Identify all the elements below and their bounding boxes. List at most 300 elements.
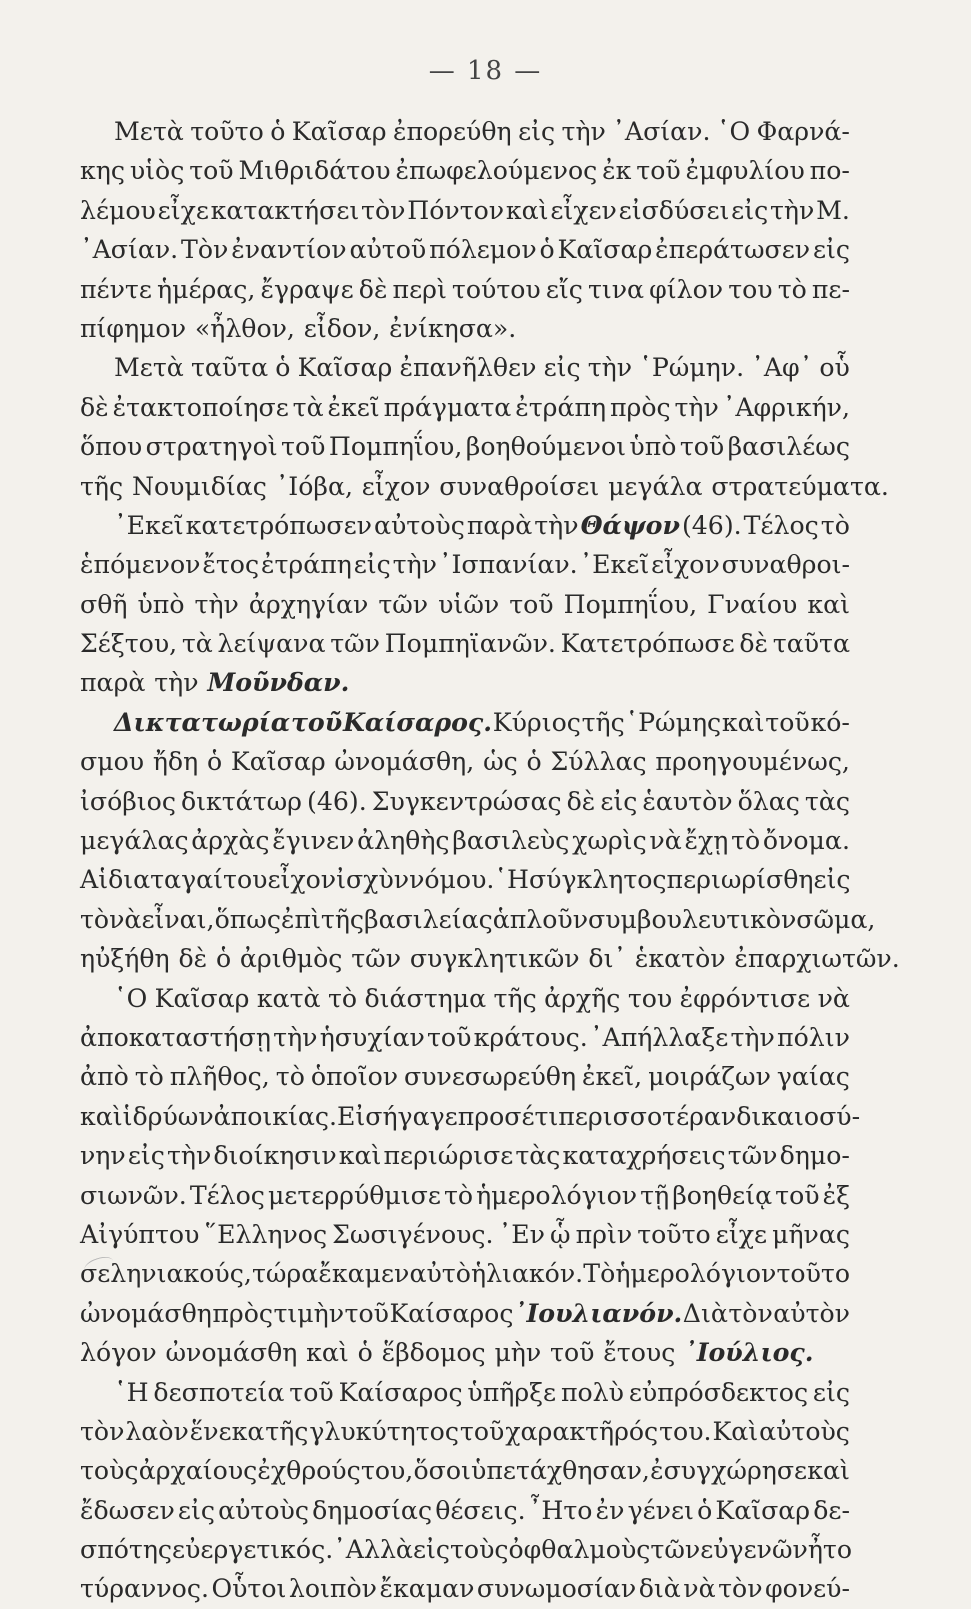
word: τοὺς [80,1456,139,1486]
word: καὶ [306,1338,349,1368]
word: δὲ [739,629,769,659]
word: ἐτακτοποίησε [112,392,289,422]
word: τὸ [777,274,807,304]
word: ἁπλοῦν [492,904,589,934]
word: νην [80,1141,126,1171]
word: Θάψον [580,509,680,540]
word: ᾿Ισπανίαν. [438,550,578,580]
word: ἀληθὴς [357,826,450,856]
word: τοῦ [289,1377,334,1407]
word: Τέλος [189,1180,265,1210]
word: παρὰ [466,510,533,540]
word: τὸν [718,1574,763,1604]
text-line [80,663,850,702]
word: γλυκύτητος [309,1416,459,1446]
word: ῾Ο [716,117,751,146]
word: ᾿Εν [498,1219,545,1249]
word: αὐτοὺς [218,1495,309,1525]
word: τούτου [451,274,541,304]
word: τῆς [265,1416,309,1446]
word: τὴν [561,117,606,146]
word: στρατηγοὶ [145,432,278,462]
text-line [80,1491,850,1530]
word: ἐπεράτωσεν [655,235,811,265]
word: προσέτι [457,1101,559,1131]
word: ὁποῖον [310,1062,399,1092]
text-line [80,1569,850,1608]
word: εἶχε [715,1219,768,1249]
page-number: — 18 — [428,56,543,86]
word: ἑπόμενον [80,550,201,580]
word: εἶχον [267,865,337,895]
word: συμβουλευτικὸν [588,904,797,934]
word: φονεύ- [765,1574,850,1604]
word: εἶναι, [141,904,215,934]
word: θέσεις. [435,1495,526,1525]
word: ἐπωφελούμενος [395,156,598,186]
word: ἐν [595,1495,625,1525]
text-line [80,585,850,624]
word: ᾿Αφ᾿ [751,353,813,383]
word: Κατετρόπωσε [560,629,735,659]
word: πράγματα [383,392,512,422]
word: τὴν [194,589,239,619]
word: δικτάτωρ [180,786,302,816]
word: ὑπετάχθησαν, [471,1456,650,1486]
word: πόλεμον [429,235,537,265]
word: ὁ [270,117,286,146]
word: δὲ [358,274,388,304]
word: πο- [809,156,850,186]
word: εἰς [812,1377,850,1407]
word: υἱὸς [129,156,185,186]
word: ἡσυχίαν [319,1022,425,1052]
word: συνεσωρεύθη [404,1062,577,1092]
word: κατακτήσει [210,195,360,225]
word: τὸν [80,1416,125,1446]
word: Αἱ [80,865,109,895]
word: μῆνας [772,1219,850,1249]
word: τὴν [273,1022,318,1052]
word: σθῆ [80,589,128,619]
word: τὰς [515,1141,561,1171]
word: τῶν [351,944,402,974]
word: εἴς [545,274,583,304]
word: ἐτράπη [260,550,352,580]
word: νόμου. [409,865,495,895]
word: δι᾿ [588,944,627,974]
word: τὴν [769,195,815,225]
word: εἰσδύσει [618,195,730,225]
word: ἔκαμαν [379,1574,475,1604]
word: διοίκησιν [213,1141,337,1171]
word: ὁ [697,1495,713,1525]
word: πέντε [80,274,152,304]
word: ᾿Ασίαν. [612,117,711,146]
word: τῆς [320,904,365,934]
word: ὑπῆρξε [467,1377,557,1407]
word: Τὸν [181,235,229,265]
word: αὐτοῦ [349,235,427,265]
word: τὸ [80,904,110,934]
word: εἰς [812,235,850,265]
word: ὠνομάσθη [165,1338,298,1368]
word: ὅπως [214,904,281,934]
word: ἐπαρχιωτῶν. [734,944,900,974]
word: τὰς [804,786,850,816]
text-line [80,1333,850,1372]
word: τοῦ [281,432,326,462]
word: καὶ [338,1141,382,1171]
word: περιωρίσθη [666,865,814,895]
word: ὀφθαλμοὺς [508,1535,651,1565]
word: καὶ [807,1456,850,1486]
word: τὸ [327,983,358,1013]
text-line [80,979,850,1018]
word: ὑπὸ [629,432,677,462]
word: τώρα [251,1259,319,1289]
word: ἔδωσεν [80,1495,175,1525]
word: διαταγαί [108,865,224,895]
text-line [80,1136,850,1175]
word: εἶχον [651,550,720,580]
word: πίφημον [80,313,187,343]
word: πρὶν [575,1219,633,1249]
word: δὲ [178,944,208,974]
word: Γναίου [707,589,798,619]
word: ῾Η [494,865,529,895]
word: ἔγινεν [272,826,355,856]
word: εὐπρόσδεκτος [628,1377,809,1407]
word: λαὸν [125,1416,189,1446]
word: ᾿Εκεῖ [114,510,184,540]
word: καὶ [505,195,549,225]
word: τύραννος. [80,1574,209,1604]
word: σιωνῶν. [80,1180,187,1210]
word: Καῖσαρ [154,983,250,1013]
word: ὅσοι [413,1456,471,1486]
word: αὐτοὺς [759,1416,850,1446]
word: ἀρχηγίαν [248,589,369,619]
word: μοιράζων [648,1062,771,1092]
word: περὶ [392,274,447,304]
word: αὐτὸ [409,1259,471,1289]
word: ἐσυγχώρησε [650,1456,808,1486]
word: ἀριθμὸς [239,944,343,974]
word: τὰ [292,392,324,422]
word: καταχρήσεις [562,1141,726,1171]
text-line [80,348,850,387]
word: αὐτοὺς [373,510,465,540]
word: ῾Ρώμην. [639,353,745,383]
word: (46). [307,786,367,816]
word: σπότης [80,1535,173,1565]
word: τοῦ [775,1180,820,1210]
word: τοῦ [427,1022,472,1052]
word: Τὸ [583,1259,616,1289]
text-line [80,1373,850,1412]
word: (46). [681,510,742,540]
word: Εἰσήγαγε [337,1101,458,1131]
word: περιώρισε [383,1141,514,1171]
word: ἐτράπη [515,392,607,422]
word: ἀπὸ [80,1062,129,1092]
word: τὴν [730,1022,775,1052]
word: ἑκατὸν [634,944,726,974]
word: Κύριος [492,707,581,737]
text-line [80,821,850,860]
text-line [80,1412,850,1451]
text-line [80,151,850,190]
word: νὰ [109,904,142,934]
text-line [80,742,850,781]
word: ᾿Ιουλιανόν. [513,1297,683,1328]
text-line [80,900,876,939]
word: τὸν [361,195,406,225]
word: συγκλητικῶν [409,944,580,974]
text-line [80,624,850,663]
word: ἐφρόντισε [679,983,811,1013]
word: τῆς [80,471,124,501]
word: Νουμιδίας [131,471,267,501]
word: ἤδη [152,747,199,777]
word: οὗ [819,353,850,383]
word: σμου [80,747,145,777]
word: ᾧ [549,1219,571,1249]
word: τῆς [493,983,537,1013]
word: ἕνεκα [189,1416,265,1446]
word: κης [80,156,125,186]
word: ἀποικίας. [213,1101,337,1131]
word: Καίσαρος. [342,706,493,737]
word: ἡμερολόγιον [615,1259,777,1289]
word: Πομπηΐου, [328,432,463,462]
word: «ἦλθον, [194,313,295,343]
word: Οὗτοι [211,1574,287,1604]
word: ὁ [215,944,232,974]
word: διάστημα [364,983,487,1013]
word: πολὺ [560,1377,624,1407]
word: Αἰγύπτου [80,1219,200,1249]
text-line [80,309,850,348]
text-line [80,545,850,584]
word: τοῦτο [190,117,264,146]
word: πρὸς [609,392,671,422]
word: του, [360,1456,414,1486]
word: ἔτος [202,550,260,580]
word: βασιλέως [727,432,850,462]
word: Μιθριδάτου [238,156,391,186]
word: ἑαυτὸν [642,786,733,816]
word: δὲ [566,786,596,816]
word: εἰς [600,786,638,816]
word: εὐγενῶν [700,1535,808,1565]
word: περισσοτέραν [558,1101,737,1131]
word: βασιλείας [364,904,493,934]
word: τοῦτο [637,1219,711,1249]
text-line [80,388,850,427]
word: ὅπου [80,432,143,462]
word: λείψανα [217,629,326,659]
word: γένει [627,1495,694,1525]
word: ὁ [357,1338,373,1368]
word: ᾿Ιόβα, [275,471,353,501]
word: τὸ [443,1180,474,1210]
word: δημο- [779,1141,850,1171]
word: τὰ [181,629,213,659]
word: κατὰ [256,983,321,1013]
word: Μετὰ [114,117,184,146]
word: συναθροι- [721,550,850,580]
text-line [80,1530,853,1569]
word: Καῖσαρ [557,235,653,265]
word: ηὐξήθη [80,944,170,974]
word: σῶμα, [796,904,876,934]
word: Καῖσαρ [291,117,387,146]
word: τὸ [731,826,761,856]
word: Μ. [816,195,850,225]
word: τῇ [640,1180,670,1210]
word: λόγον [80,1338,157,1368]
text-line [80,1451,850,1490]
word: καὶ [807,589,850,619]
word: βοηθούμενοι [465,432,626,462]
text-line [80,1254,850,1293]
word: ὠνομάσθη, [334,747,475,777]
word: καὶ [80,1101,123,1131]
word: Πομπηϊανῶν. [384,629,556,659]
text-line [80,427,850,466]
text-line [80,1215,850,1254]
word: τὸ [275,1062,305,1092]
word: τοῦ [765,707,810,737]
word: Διὰ [682,1298,728,1328]
word: πε- [811,274,850,304]
body-text [80,112,900,1609]
word: τοῦ [509,589,554,619]
word: Τέλος [743,510,819,540]
word: λέμου [80,195,156,225]
word: μετερρύθμισε [267,1180,441,1210]
word: εἰς [518,117,556,146]
word: τῶν [727,1141,778,1171]
word: ᾿Αφρικήν, [722,392,850,422]
word: αὐτὸν [773,1298,850,1328]
word: Σύλλας [550,747,647,777]
word: διὰ [638,1574,681,1604]
word: ἕβδομος [381,1338,486,1368]
word: συνωμοσίαν [476,1574,637,1604]
word: ἐναντίον [231,235,347,265]
word: χωρὶς [572,826,647,856]
word: τοὺς [449,1535,509,1565]
word: ἔχῃ [684,826,729,856]
word: εὐεργετικός. [172,1535,334,1565]
word: τοῦ [636,156,681,186]
text-line [80,467,889,506]
word: ᾿Αλλὰ [333,1535,413,1565]
word: ῾Η [114,1377,149,1407]
text-line [80,703,850,742]
word: ἔκαμεν [318,1259,410,1289]
word: ῞Ελληνος [204,1219,328,1249]
word: ἱδρύων [122,1101,214,1131]
word: προηγουμένως, [655,747,850,777]
word: ἡμερολόγιον [476,1180,638,1210]
word: κατετρόπωσεν [185,510,372,540]
word: ὄνομα. [762,826,850,856]
word: καὶ [721,707,765,737]
text-line [80,191,850,230]
word: ἀρχῆς [544,983,621,1013]
word: νὰ [683,1574,716,1604]
word: τὸ [820,510,850,540]
word: Καίσαρος [338,1377,463,1407]
word: τῶν [378,589,429,619]
text-line [80,1176,850,1215]
word: ἰσόβιος [80,786,176,816]
text-line [80,1018,850,1057]
word: τὴν [392,550,437,580]
word: τὴν [674,392,719,422]
word: βοηθείᾳ [672,1180,773,1210]
word: τοῦ [679,432,725,462]
word: εἰς [543,353,581,383]
word: τινα [587,274,645,304]
word: σεληνιακούς, [80,1259,252,1289]
word: Σωσιγένους. [332,1219,494,1249]
word: χαρακτῆρός [505,1416,659,1446]
word: εἰς [731,195,769,225]
word: τοῦτο [776,1259,850,1289]
word: ἐξ [822,1180,850,1210]
text-line [80,1057,850,1096]
word: ᾿Απήλλαξε [589,1022,729,1052]
word: στρατεύματα. [711,471,889,501]
text-line [80,1294,850,1333]
word: εἰς [127,1141,165,1171]
word: δικαιοσύ- [736,1101,861,1131]
word: ᾿Ασίαν. [80,235,179,265]
word: εἶχον [361,471,431,501]
word: φίλον [649,274,724,304]
word: Σέξτου, [80,629,178,659]
word: ἀρχὰς [191,826,270,856]
word: δεσποτεία [153,1377,285,1407]
word: ἐκεῖ, [582,1062,643,1092]
word: ᾿Εκεῖ [579,550,650,580]
word: ἔγραψε [260,274,354,304]
word: ὁ [539,235,555,265]
word: Πόντον [407,195,505,225]
word: του [728,274,773,304]
word: εἰς [412,1535,450,1565]
word: λοιπὸν [288,1574,377,1604]
word: εἶχε [157,195,209,225]
word: τὴν [587,353,633,383]
word: εἰς [353,550,391,580]
word: τῶν [650,1535,701,1565]
word: του [223,865,268,895]
word: Καῖσαρ [230,747,326,777]
word: νὰ [649,826,682,856]
word: Καῖσαρ [297,353,393,383]
text-line [80,506,850,545]
word: τὸν [728,1298,773,1328]
word: τοῦ [550,1338,595,1368]
word: ταῦτα [772,629,850,659]
word: ὡς [483,747,518,777]
